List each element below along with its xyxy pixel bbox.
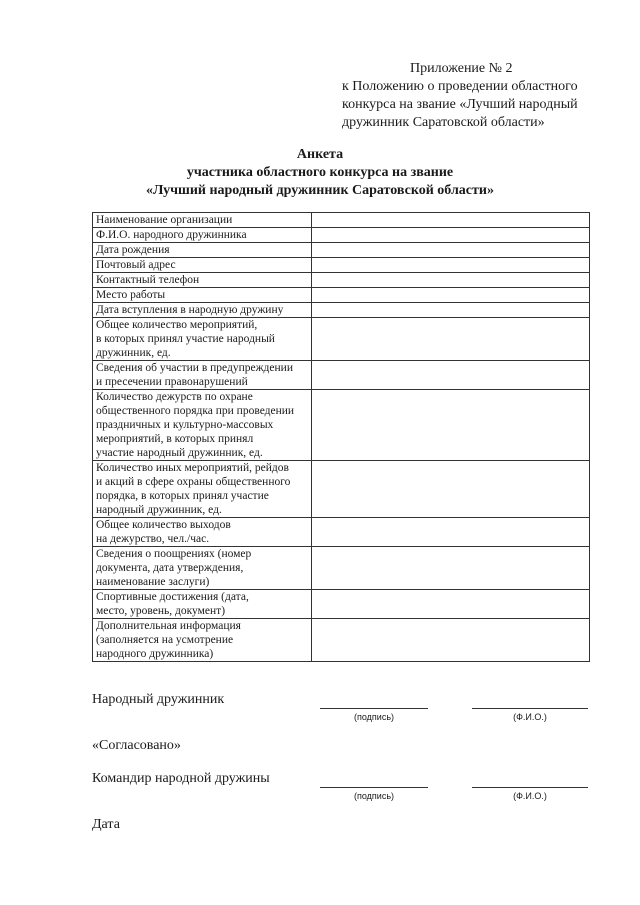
- row-value-cell[interactable]: [312, 390, 590, 461]
- table-row: [93, 390, 590, 461]
- commander-label: Командир народной дружины: [92, 771, 270, 786]
- table-row: [93, 518, 590, 547]
- table-row: [93, 213, 590, 228]
- row-value-cell[interactable]: [312, 273, 590, 288]
- table-row: [93, 273, 590, 288]
- row-label: Дополнительная информация (заполняется на усмотрение народного дружинника): [93, 619, 312, 662]
- row-value-cell[interactable]: [312, 228, 590, 243]
- row-label: Количество дежурств по охране общественного порядка при проведении праздничных и культурно-массовых мероприятий, в которых принял участие народный дружинник, ед.: [93, 390, 312, 461]
- row-label: Ф.И.О. народного дружинника: [93, 228, 312, 243]
- agreed-label: «Согласовано»: [92, 738, 181, 753]
- table-row: [93, 547, 590, 590]
- table-row: [93, 619, 590, 662]
- title-line-1: Анкета: [296, 147, 344, 162]
- title-line-3: «Лучший народный дружинник Саратовской области»: [146, 183, 494, 198]
- row-value-cell[interactable]: [312, 288, 590, 303]
- commander-name-caption: (Ф.И.О.): [513, 791, 547, 801]
- table-row: [93, 243, 590, 258]
- row-value-cell[interactable]: [312, 461, 590, 518]
- row-label: Наименование организации: [93, 213, 312, 228]
- row-label: Спортивные достижения (дата, место, уровень, документ): [93, 590, 312, 619]
- table-row: [93, 228, 590, 243]
- table-row: [93, 258, 590, 273]
- document-title: [0, 146, 640, 200]
- commander-signature-line[interactable]: [320, 787, 428, 788]
- row-label: Почтовый адрес: [93, 258, 312, 273]
- table-row: [93, 303, 590, 318]
- row-label: Место работы: [93, 288, 312, 303]
- row-value-cell[interactable]: [312, 303, 590, 318]
- row-value-cell[interactable]: [312, 361, 590, 390]
- row-label: Сведения об участии в предупреждении и пресечении правонарушений: [93, 361, 312, 390]
- row-value-cell[interactable]: [312, 590, 590, 619]
- row-label: Контактный телефон: [93, 273, 312, 288]
- row-value-cell[interactable]: [312, 213, 590, 228]
- table-row: [93, 361, 590, 390]
- table-row: [93, 288, 590, 303]
- appendix-reference: [342, 60, 622, 132]
- row-value-cell[interactable]: [312, 318, 590, 361]
- row-label: Общее количество выходов на дежурство, чел./час.: [93, 518, 312, 547]
- member-name-line[interactable]: [472, 708, 588, 709]
- row-label: Количество иных мероприятий, рейдов и акций в сфере охраны общественного порядка, в которых принял участие народный дружинник, ед.: [93, 461, 312, 518]
- title-line-2: участника областного конкурса на звание: [186, 165, 454, 180]
- row-value-cell[interactable]: [312, 243, 590, 258]
- row-label: Дата вступления в народную дружину: [93, 303, 312, 318]
- member-name-caption: (Ф.И.О.): [513, 712, 547, 722]
- row-value-cell[interactable]: [312, 547, 590, 590]
- table-row: [93, 318, 590, 361]
- row-label: Сведения о поощрениях (номер документа, дата утверждения, наименование заслуги): [93, 547, 312, 590]
- table-row: [93, 461, 590, 518]
- questionnaire-table: [92, 212, 590, 662]
- row-label: Общее количество мероприятий, в которых принял участие народный дружинник, ед.: [93, 318, 312, 361]
- table-row: [93, 590, 590, 619]
- date-label: Дата: [92, 817, 120, 832]
- commander-signature-caption: (подпись): [353, 791, 395, 801]
- row-label: Дата рождения: [93, 243, 312, 258]
- row-value-cell[interactable]: [312, 518, 590, 547]
- member-signature-line[interactable]: [320, 708, 428, 709]
- row-value-cell[interactable]: [312, 619, 590, 662]
- row-value-cell[interactable]: [312, 258, 590, 273]
- commander-name-line[interactable]: [472, 787, 588, 788]
- appendix-number: Приложение № 2: [410, 61, 513, 76]
- appendix-line-3: конкурса на звание «Лучший народный: [342, 97, 578, 112]
- member-label: Народный дружинник: [92, 692, 225, 707]
- appendix-line-4: дружинник Саратовской области»: [342, 115, 545, 130]
- member-signature-caption: (подпись): [353, 712, 395, 722]
- appendix-line-2: к Положению о проведении областного: [342, 79, 578, 94]
